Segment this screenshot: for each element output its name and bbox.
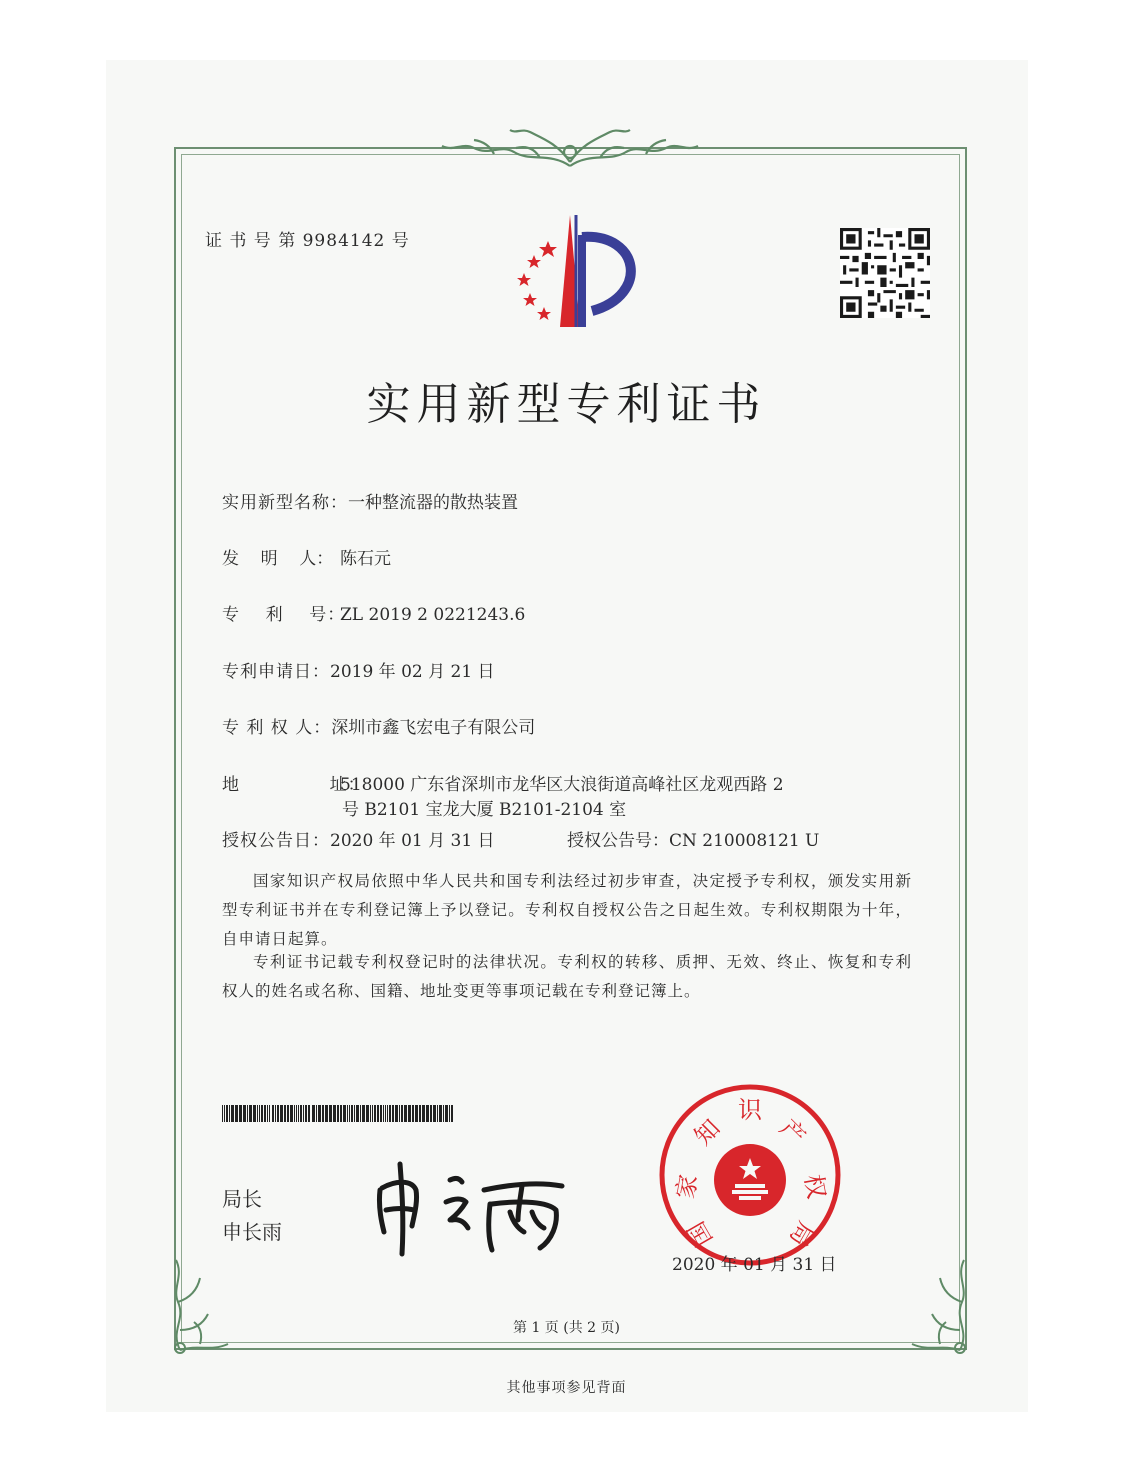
barcode-bar — [351, 1105, 353, 1122]
barcode-bar — [347, 1105, 348, 1122]
barcode-bar — [318, 1105, 321, 1122]
top-ornament-icon — [430, 122, 710, 174]
barcode-bar — [312, 1105, 315, 1122]
barcode-bar — [235, 1105, 238, 1122]
barcode-bar — [337, 1105, 339, 1122]
barcode-bar — [343, 1105, 346, 1122]
qr-code-icon[interactable] — [840, 228, 930, 318]
svg-text:局: 局 — [783, 1216, 821, 1252]
seal-date: 2020 年 01 月 31 日 — [672, 1255, 837, 1275]
barcode-bar — [433, 1105, 436, 1122]
barcode-bar — [372, 1105, 373, 1122]
barcode-bar — [445, 1105, 448, 1122]
barcode-bar — [316, 1105, 317, 1122]
patent-office-logo-icon — [500, 215, 650, 335]
barcode-bar — [231, 1105, 234, 1122]
field-application-date — [222, 657, 495, 682]
barcode-bar — [385, 1105, 386, 1122]
barcode-bar — [374, 1105, 376, 1122]
barcode-bar — [395, 1105, 398, 1122]
barcode-bar — [412, 1105, 414, 1122]
barcode-bar — [377, 1105, 379, 1122]
barcode-bar — [272, 1105, 274, 1122]
field-patentee — [222, 713, 535, 738]
barcode-bar — [354, 1105, 355, 1122]
barcode-bar — [275, 1105, 276, 1122]
barcode-bar — [437, 1105, 438, 1122]
barcode-bar — [426, 1105, 429, 1122]
barcode-bar — [419, 1105, 421, 1122]
barcode-bar — [439, 1105, 442, 1122]
barcode-bar — [305, 1105, 307, 1122]
svg-text:知: 知 — [688, 1113, 726, 1151]
barcode-bar — [443, 1105, 444, 1122]
field-value: 2020 年 01 月 31 日 — [330, 831, 495, 851]
director-title: 局长 — [222, 1187, 262, 1211]
barcode-bar — [308, 1105, 310, 1122]
director-signature-icon — [372, 1150, 572, 1260]
barcode-bar — [300, 1105, 302, 1122]
barcode-bar — [380, 1105, 382, 1122]
field-address — [222, 770, 784, 795]
barcode-icon — [222, 1105, 454, 1122]
svg-text:家: 家 — [671, 1172, 703, 1201]
svg-text:权: 权 — [799, 1172, 831, 1201]
barcode-bar — [229, 1105, 230, 1122]
field-label: 专 利 号： — [222, 605, 346, 625]
barcode-bar — [360, 1105, 361, 1122]
field-value: 陈石元 — [340, 549, 391, 569]
body-paragraph-2: 专利证书记载专利权登记时的法律状况。专利权的转移、质押、无效、终止、恢复和专利权人的姓名或名称、国籍、地址变更等事项记载在专利登记簿上。 — [222, 953, 912, 1000]
barcode-bar — [269, 1105, 270, 1122]
corner-ornament-bottom-left-icon — [150, 1240, 250, 1360]
barcode-bar — [451, 1105, 453, 1122]
barcode-bar — [322, 1105, 324, 1122]
barcode-bar — [290, 1105, 293, 1122]
barcode-bar — [370, 1105, 371, 1122]
barcode-bar — [280, 1105, 283, 1122]
field-label: 实用新型名称： — [222, 493, 348, 513]
field-utility-name — [222, 488, 518, 513]
field-label: 地 址： — [222, 775, 366, 795]
barcode-bar — [226, 1105, 228, 1122]
barcode-bar — [449, 1105, 450, 1122]
barcode-bar — [366, 1105, 369, 1122]
barcode-bar — [387, 1105, 388, 1122]
barcode-bar — [298, 1105, 299, 1122]
svg-text:国: 国 — [681, 1216, 719, 1252]
field-label: 专利申请日： — [222, 662, 330, 682]
barcode-bar — [287, 1105, 289, 1122]
barcode-bar — [415, 1105, 418, 1122]
barcode-bar — [404, 1105, 407, 1122]
field-label: 授权公告号： — [567, 831, 669, 851]
corner-ornament-bottom-right-icon — [890, 1240, 990, 1360]
barcode-bar — [329, 1105, 332, 1122]
svg-text:识: 识 — [738, 1096, 762, 1124]
field-grant-number — [567, 826, 819, 851]
barcode-bar — [389, 1105, 391, 1122]
barcode-bar — [247, 1105, 248, 1122]
field-label: 发 明 人： — [222, 549, 334, 569]
field-grant-date — [222, 826, 495, 851]
barcode-bar — [349, 1105, 350, 1122]
barcode-bar — [243, 1105, 246, 1122]
field-value: CN 210008121 U — [669, 831, 820, 851]
field-label: 授权公告日： — [222, 831, 330, 851]
barcode-bar — [401, 1105, 403, 1122]
barcode-bar — [356, 1105, 359, 1122]
barcode-bar — [430, 1105, 432, 1122]
barcode-bar — [422, 1105, 425, 1122]
certificate-title: 实用新型专利证书 — [366, 379, 767, 430]
barcode-bar — [249, 1105, 252, 1122]
official-seal-icon — [655, 1080, 845, 1270]
barcode-bar — [239, 1105, 242, 1122]
field-address-line2: 号 B2101 宝龙大厦 B2101-2104 室 — [342, 800, 627, 820]
barcode-bar — [277, 1105, 279, 1122]
field-value: 一种整流器的散热装置 — [348, 493, 518, 513]
field-value: 深圳市鑫飞宏电子有限公司 — [331, 718, 536, 738]
svg-text:产: 产 — [774, 1113, 812, 1151]
barcode-bar — [325, 1105, 328, 1122]
body-paragraph-1: 国家知识产权局依照中华人民共和国专利法经过初步审查，决定授予专利权，颁发实用新型专利证书并在专利登记簿上予以登记。专利权自授权公告之日起生效。专利权期限为十年，自申请日起算。 — [222, 872, 912, 948]
barcode-bar — [267, 1105, 268, 1122]
field-inventor — [222, 544, 391, 569]
barcode-bar — [392, 1105, 394, 1122]
certificate-number: 证 书 号 第 9984142 号 — [205, 231, 410, 251]
barcode-bar — [259, 1105, 260, 1122]
barcode-bar — [399, 1105, 400, 1122]
footer-note: 其他事项参见背面 — [506, 1380, 627, 1396]
barcode-bar — [294, 1105, 295, 1122]
barcode-bar — [340, 1105, 342, 1122]
barcode-bar — [362, 1105, 365, 1122]
barcode-bar — [408, 1105, 411, 1122]
field-value: ZL 2019 2 0221243.6 — [340, 605, 526, 625]
page-number: 第 1 页 (共 2 页) — [513, 1320, 620, 1336]
barcode-bar — [333, 1105, 336, 1122]
field-value: 2019 年 02 月 21 日 — [330, 662, 495, 682]
field-patent-number — [222, 600, 525, 625]
barcode-bar — [257, 1105, 258, 1122]
barcode-bar — [222, 1105, 223, 1122]
field-label: 专 利 权 人： — [222, 718, 332, 738]
barcode-bar — [261, 1105, 263, 1122]
barcode-bar — [383, 1105, 384, 1122]
barcode-bar — [224, 1105, 225, 1122]
barcode-bar — [253, 1105, 256, 1122]
field-value: 518000 广东省深圳市龙华区大浪街道高峰社区龙观西路 2 — [340, 775, 784, 795]
barcode-bar — [303, 1105, 304, 1122]
barcode-bar — [284, 1105, 286, 1122]
barcode-bar — [264, 1105, 266, 1122]
director-name: 申长雨 — [222, 1220, 282, 1244]
barcode-bar — [296, 1105, 297, 1122]
